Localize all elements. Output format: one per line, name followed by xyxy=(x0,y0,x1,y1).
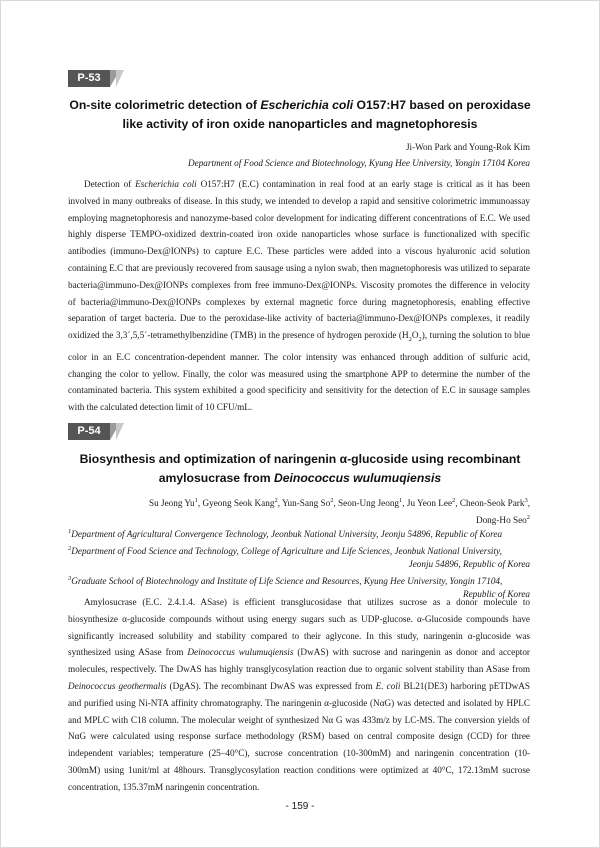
article-badge-p53 xyxy=(68,70,128,87)
page-number: - 159 - xyxy=(285,801,315,812)
article-abstract-p53: Detection of Escherichia coli O157:H7 (E.C) contamination in real food at an early stage is critical as it has been involved in many outbreaks of disease. In this study, we intended to develop a rapid and sensitive colorimetric immunoassay employing magnetophoresis and nanozyme-based color development for indicating different concentrations of E.C. We used highly disperse TEMPO-oxidized dextrin-coated iron oxide nanoparticles whose surface is functionalized with specific antibodies (immuno-Dex@IONPs) to capture E.C. These particles were added into a viscous hyaluronic acid solution containing E.C that are previously recovered from sausage using a nylon swab, then magnetophoresis was utilized to separate bacteria@immuno-Dex@IONPs complexes from free immuno-Dex@IONPs. Viscosity promotes the difference in velocity of bacteria@immuno-Dex@IONPs complexes by external magnetic force during magnetophoresis, enabling effective separation of target bacteria. Due to the peroxidase-like activity of bacteria@immuno-Dex@IONPs complexes, it readily oxidized the 3,3´,5,5´-tetramethylbenzidine (TMB) in the presence of hydrogen peroxide $(H_2O_2)$, turning the solution to blue color in an E.C concentration-dependent manner. The color intensity was enhanced through addition of sulfuric acid, changing the color to yellow. Finally, the color was measured using the smartphone APP to determine the number of the contaminated bacteria. This system exhibited a good specificity and sensitivity for the detection of E.C in sausage samples with the calculated detection limit of 10 CFU/mL. xyxy=(68,179,530,413)
badge-label: P-53 xyxy=(68,70,110,87)
article-title-p53: On-site colorimetric detection of Escherichia coli O157:H7 based on peroxidase like activity of iron oxide nanoparticles and magnetophoresis xyxy=(69,98,531,131)
article-badge-p54 xyxy=(68,423,128,440)
article-affiliation-p53: Department of Food Science and Biotechnology, Kyung Hee University, Yongin 17104 Korea xyxy=(187,158,530,168)
badge-label: P-54 xyxy=(68,423,110,440)
article-title-p54: Biosynthesis and optimization of naringenin α-glucoside using recombinant amylosucrase from Deinococcus wulumuqiensis xyxy=(79,452,521,485)
article-authors-p53: Ji-Won Park and Young-Rok Kim xyxy=(405,142,530,152)
article-abstract-p54: Amylosucrase (E.C. 2.4.1.4. ASase) is efficient transglucosidase that utilizes sucrose as a donor molecule to biosynthesize α-glucoside compounds without using energy sugars such as UDP-glucose. α-Glucoside compounds have significantly increased solubility and stability compared to their aglycone. In this study, naringenin α-glucoside was synthesized using ASase from Deinococcus wulumuqiensis (DwAS) with sucrose and naringenin as donor and acceptor molecules, respectively. The DwAS has highly transglycosylation reaction due to organic solvent stability than ASase from Deinococcus geothermalis (DgAS). The recombinant DwAS was expressed from E. coli BL21(DE3) harboring pETDwAS and purified using Ni-NTA affinity chromatography. The naringenin α-glucoside (NαG) was detected and isolated by HPLC and MPLC with C18 column. The molecular weight of synthesized Nα G was 433m/z by LC-MS. The conversion yields of NαG were calculated using response surface methodology (RSM) based on central composite design (CCD) for three independent variables; temperature (25–40°C), sucrose concentration (10-300mM) and naringenin concentration (10-300mM) using 1unit/ml at 48hours. Transglycosylation reaction conditions were optimized at 40°C, 172.13mM sucrose concentration, 135.37mM naringenin concentration. xyxy=(68,597,530,792)
article-affiliations-p54: $^1$Department of Agricultural Convergence Technology, Jeonbuk National University, Jeonju 54896, Republic of Korea $^2$Department of Food Science and Technology, College of Agriculture and Life Sciences, Jeonbuk National University, Jeonju 54896, Republic of Korea $^3$Graduate School of Biotechnology and Institute of Life Science and Resources, Kyung Hee University, Yongin 17104, Republic of Korea xyxy=(68,528,530,600)
article-authors-p54: Su Jeong Yu$^1$, Gyeong Seok Kang$^2$, Yun-Sang So$^2$, Seon-Ung Jeong$^1$, Ju Yeon Lee$^2$, Cheon-Seok Park$^3$, Dong-Ho Seo$^2$ xyxy=(149,497,530,525)
